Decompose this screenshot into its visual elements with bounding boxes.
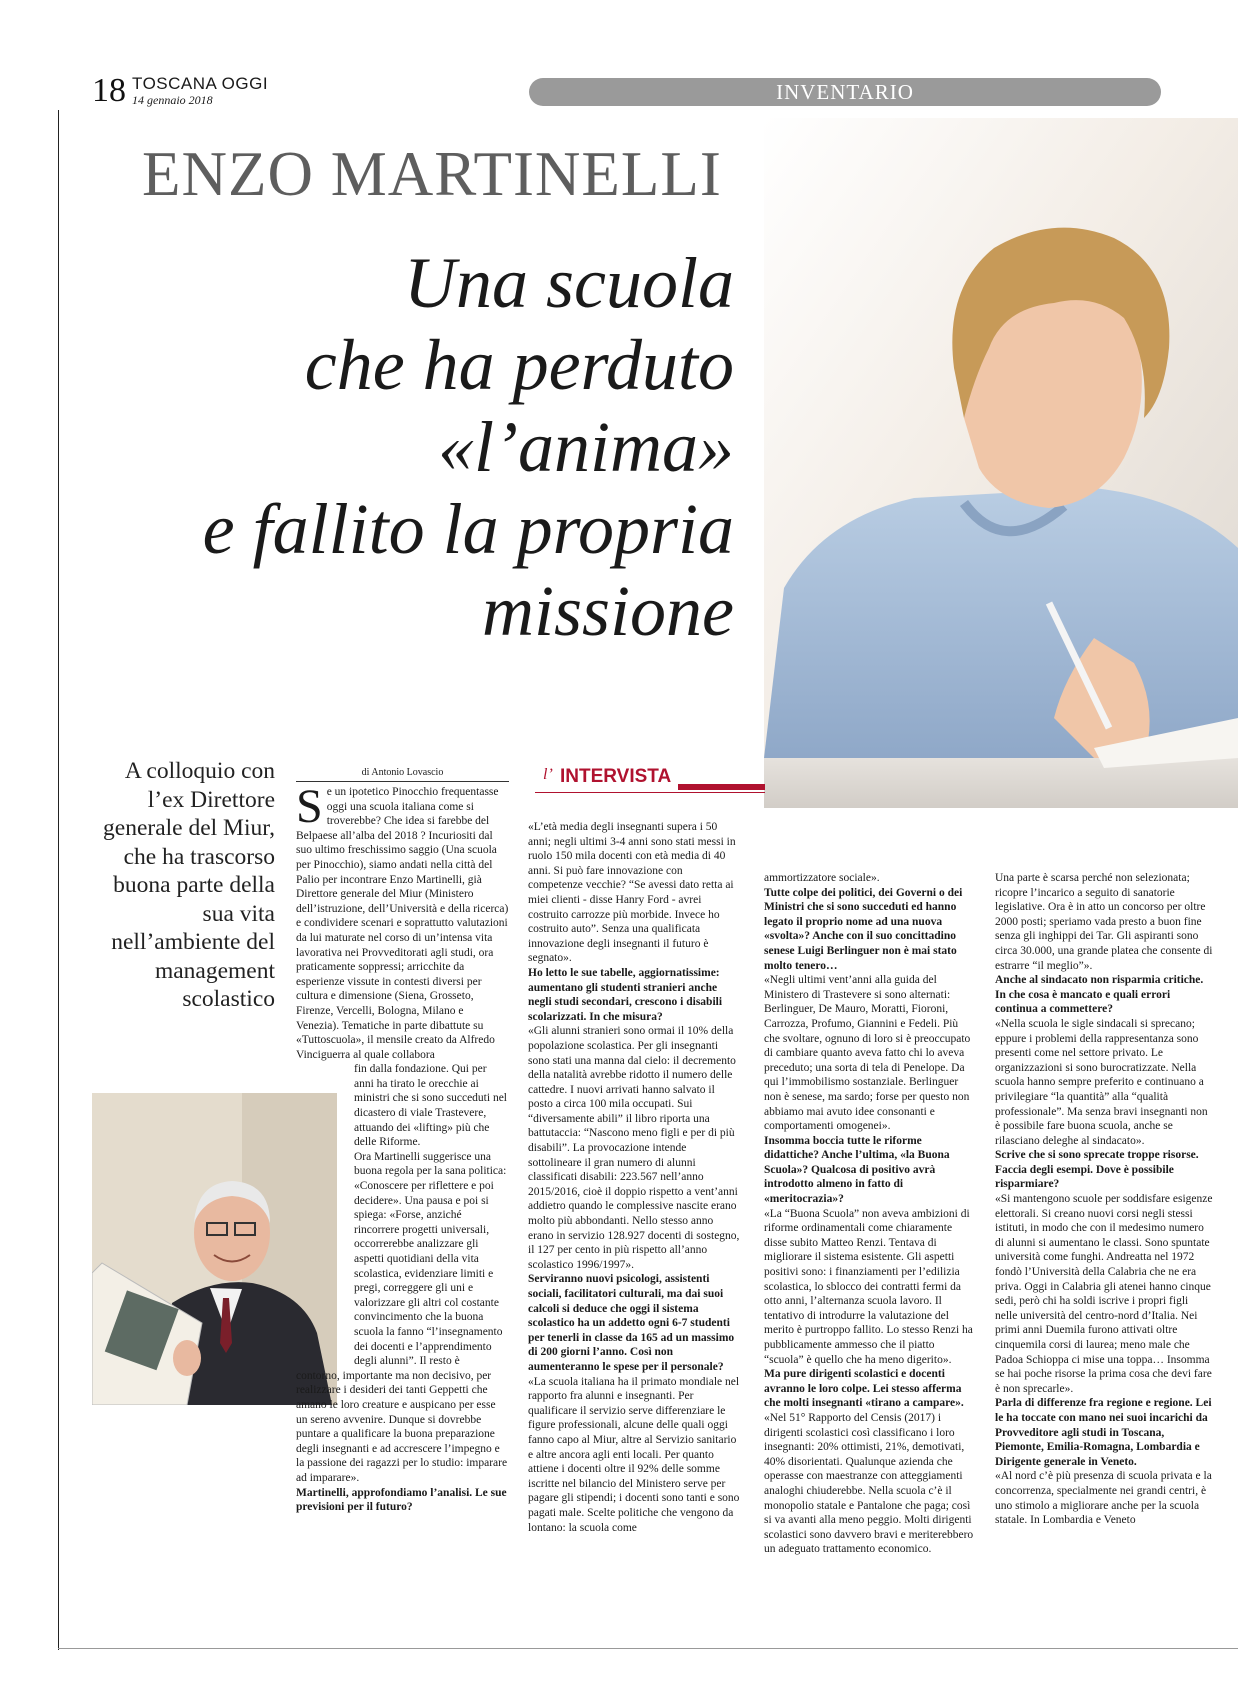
headline [203,242,734,652]
question: Anche al sindacato non risparmia critiche. In che cosa è mancato e quali errori continua a commettere? [995,974,1204,1016]
answer: ammortizzatore sociale». [764,872,880,884]
bottom-rule [58,1648,1238,1649]
question: Parla di differenze fra regione e regione. Lei le ha toccate con mano nei suoi incarichi da Provveditore agli studi in Toscana, Piemonte, Emilia-Romagna, Lombardia e Dirigente generale in Veneto. [995,1397,1212,1468]
article-column-1 [296,780,509,1515]
answer: «Al nord c’è più presenza di scuola privata e la concorrenza, specialmente nei grandi centri, è uno stimolo a migliorare anche per la scuola statale. In Lombardia e Veneto [995,1470,1212,1527]
answer: «La scuola italiana ha il primato mondiale nel rapporto fra alunni e insegnanti. Per qualificare il servizio serve differenziare le figure professionali, alcune delle quali oggi fanno capo al Miur, altre al Servizio sanitario e altre ancora agli enti locali. Per quanto attiene i docenti oltre il 92% delle somme iscritte nel bilancio del Ministero serve per pagare gli stipendi; i docenti sono tanti e sono pagati male. Scelte politiche che vengono da lontano: la scuola come [528,1375,740,1534]
headline-line: che ha perduto [304,325,734,405]
interview-tag [535,764,765,794]
answer: «La “Buona Scuola” non aveva ambizioni di riforme ordinamentali come chiaramente disse subito Matteo Renzi. Tentava di migliorare il sistema esistente. Gli aspetti positivi sono: i finanziamenti per l’edilizia scolastica, lo sblocco dei contratti fermi da otto anni, l’alternanza scuola lavoro. Il tentativo di introdurre la valutazione del merito è purtroppo fallito. Lo stesso Renzi ha pubblicamente ammesso che il piatto “scuola” è quello che ha meno digerito». [764,1207,973,1366]
page-number: 18 [92,72,126,109]
article-column-2 [528,820,740,1535]
question: Ma pure dirigenti scolastici e docenti avranno le loro colpe. Lei stesso afferma che molti insegnanti «tirano a campare». [764,1368,964,1410]
paragraph: fin dalla fondazione. Qui per anni ha tirato le orecchie ai ministri che si sono succeduti nel dicastero di viale Trastevere, attuando dei «lifting» più che delle Riforme. [354,1063,507,1149]
student-writing-photo [764,118,1238,808]
left-margin-rule [58,110,59,1650]
issue-date: 14 gennaio 2018 [132,93,213,107]
intro-paragraph [296,780,509,1062]
question: Ho letto le sue tabelle, aggiornatissime: aumentano gli studenti stranieri anche negli studi secondari, crescono i disabili scolarizzati. In che misura? [528,966,723,1023]
paragraph: contorno, importante ma non decisivo, per realizzare i desideri dei tanti Geppetti che amano le loro creature e auspicano per esse un sereno avvenire. Dunque si dovrebbe puntare a qualificare la buona preparazione degli insegnanti e ad accrescere l’impegno e la passione dei ragazzi per lo studio: imparare ad imparare». [296,1369,508,1484]
byline: di Antonio Lovascio [296,767,509,782]
headline-line: «l’anima» [438,407,734,487]
section-banner: INVENTARIO [529,78,1161,106]
newspaper-name: TOSCANA OGGI [132,74,269,93]
interviewee-name: ENZO MARTINELLI [142,139,722,209]
headline-line: e fallito la propria [202,489,734,569]
question: Tutte colpe dei politici, dei Governi o dei Ministri che si sono succeduti ed hanno legato il proprio nome ad una nuova «svolta»? Anche con il suo concittadino senese Luigi Berlinguer non è mai stato molto tenero… [764,886,963,972]
article-column-4 [995,871,1213,1528]
subtitle: A colloquio con l’ex Direttore generale del Miur, che ha trascorso buona parte della sua vita nell’ambiente del management scolastico [103,758,275,1012]
paragraph: Ora Martinelli suggerisce una buona regola per la sana politica: «Conoscere per riflettere e poi decidere». Una pausa e poi si spiega: «Forse, anziché rincorrere progetti universali, occorrerebbe analizzare gli aspetti quotidiani della vita scolastica, evidenziare limiti e pregi, correggere gli uni e valorizzare gli altri col costante convincimento che la buona scuola la fanno “l’insegnamento dei docenti e l’apprendimento degli alunni”. Il resto è [354,1150,507,1368]
question: Martinelli, approfondiamo l’analisi. Le sue previsioni per il futuro? [296,1486,507,1514]
answer: «Nel 51° Rapporto del Censis (2017) i dirigenti scolastici così classificano i loro insegnanti: 20% ottimisti, 21%, demotivati, 40% disorientati. Qualunque azienda che operasse con maestranze con atteggiamenti analoghi chiuderebbe. Nella scuola c’è il monopolio statale e Pantalone che paga; così si va avanti alla meno peggio. Molti dirigenti scolastici sono davvero bravi e meriterebbero un adeguato trattamento economico. [764,1411,974,1556]
answer: «Negli ultimi vent’anni alla guida del Ministero di Trastevere si sono alternati: Berlinguer, De Mauro, Moratti, Fioroni, Carrozza, Profumo, Giannini e Fedeli. Più che svoltare, ognuno di loro si è preoccupato di cambiare quanto aveva fatto chi lo aveva preceduto; una sorta di tela di Penelope. Da qui l’immobilismo sostanziale. Berlinguer non è senese, ma sardo; forse per questo non abbiamo mai avuto idee consonanti e comportamenti omogenei». [764,974,971,1133]
headline-line: Una scuola [404,243,734,323]
paragraph-text: e un ipotetico Pinocchio frequentasse oggi una scuola italiana come si troverebbe? Che idea si farebbe del Belpaese all’alba del 2018 ? Incuriositi dal suo ultimo freschissimo saggio (Una scuola per Pinocchio), siamo andati nella città del Palio per incontrare Enzo Martinelli, già Direttore generale del Miur (Ministero dell’istruzione, dell’Università e della ricerca) e condividere scenari e soprattutto valutazioni da lui maturate nel corso di un’intensa vita lavorativa nei Provveditorati agli studi, ora praticamente soppressi; arricchite da esperienze vissute in contesti diversi per cultura e dimensione (Siena, Grosseto, Firenze, Vercelli, Bologna, Milano e Venezia). Tematiche in parte dibattute su «Tuttoscuola», il mensile creato da Alfredo Vinciguerra al quale collabora [296,786,509,1061]
tag-underline [535,792,765,793]
answer: «Si mantengono scuole per soddisfare esigenze elettorali. Si creano nuovi corsi negli stessi istituti, in modo che con il medesimo numero di alunni si aumentano le classi. Sono spuntate università come funghi. Andreatta nel 1972 fondò l’Università della Calabria che ne era priva. Oggi in Calabria gli atenei hanno cinque sedi, però chi ha soldi iscrive i propri figli nelle università del centro-nord d’Italia. Nei primi anni Duemila furono attivati oltre cinquemila corsi di laurea; meno male che Padoa Schioppa ci mise una toppa… Insomma se hai poche risorse la prima cosa che devi fare è non sprecarle». [995,1193,1213,1395]
article-column-3 [764,871,976,1557]
answer: Una parte è scarsa perché non selezionata; ricopre l’incarico a seguito di sanatorie legislative. Ora è in atto un concorso per oltre 2000 posti; speriamo vada presto a buon fine senza gli inghippi dei Tar. Gli aspiranti sono circa 30.000, una grande platea che consente di estrarre “il meglio”». [995,872,1213,972]
answer: «Nella scuola le sigle sindacali si sprecano; eppure i problemi della rappresentanza sono presenti come nel settore privato. Le organizzazioni si sono burocratizzate. Nella scuola hanno sempre preferito e continuano a privilegiare “la quantità” alla “qualità professionale”. Ma senza bravi insegnanti non è possibile fare buona scuola, anche se rilasciano deleghe al sindacato». [995,1017,1208,1147]
question: Insomma boccia tutte le riforme didattiche? Anche l’ultima, «la Buona Scuola»? Qualcosa di positivo avrà introdotto almeno in fatto di «meritocrazia»? [764,1134,950,1206]
answer: «L’età media degli insegnanti supera i 50 anni; negli ultimi 3-4 anni sono stati messi in ruolo 150 mila docenti con età media di 40 anni. Si può fare innovazione con competenze vecchie? “Se avessi dato retta ai miei clienti - disse Hanry Ford - avrei costruito carrozze più morbide. Invece ho costruito auto”. Senza una qualificata innovazione degli insegnanti il futuro è segnato». [528,821,736,965]
interview-tag-article: l’ [543,766,553,783]
tag-accent-bar [678,784,765,790]
drop-cap: S [296,780,323,833]
question: Serviranno nuovi psicologi, assistenti sociali, facilitatori culturali, ma dai suoi calcoli si deduce che oggi il sistema scolastico ha un addetto ogni 6-7 studenti per tenerli in classe da 165 ad un massimo di 200 giorni l’anno. Così non aumenteranno le spese per il personale? [528,1273,735,1373]
question: Scrive che si sono sprecate troppe risorse. Faccia degli esempi. Dove è possibile risparmiare? [995,1149,1199,1191]
answer: «Gli alunni stranieri sono ormai il 10% della popolazione scolastica. Per gli insegnanti sono stati una manna dal cielo: il decremento della natalità avrebbe ridotto il numero delle cattedre. I nuovi arrivati hanno salvato il posto a circa 100 mila occupati. Sui “diversamente abili” il libro riporta una battutaccia: “Nascono meno figli e per di più disabili”. La provocazione intende sottolineare il gran numero di alunni classificati disabili: 223.567 nell’anno 2015/2016, cioè il doppio rispetto a vent’anni addietro quando le complessive nascite erano molto più abbondanti. Nello stesso anno erano in servizio 128.927 docenti di sostegno, il 127 per cento in più rispetto all’anno scolastico 1996/1997». [528,1025,740,1271]
interview-tag-label: INTERVISTA [560,766,672,787]
headline-line: missione [482,571,734,651]
